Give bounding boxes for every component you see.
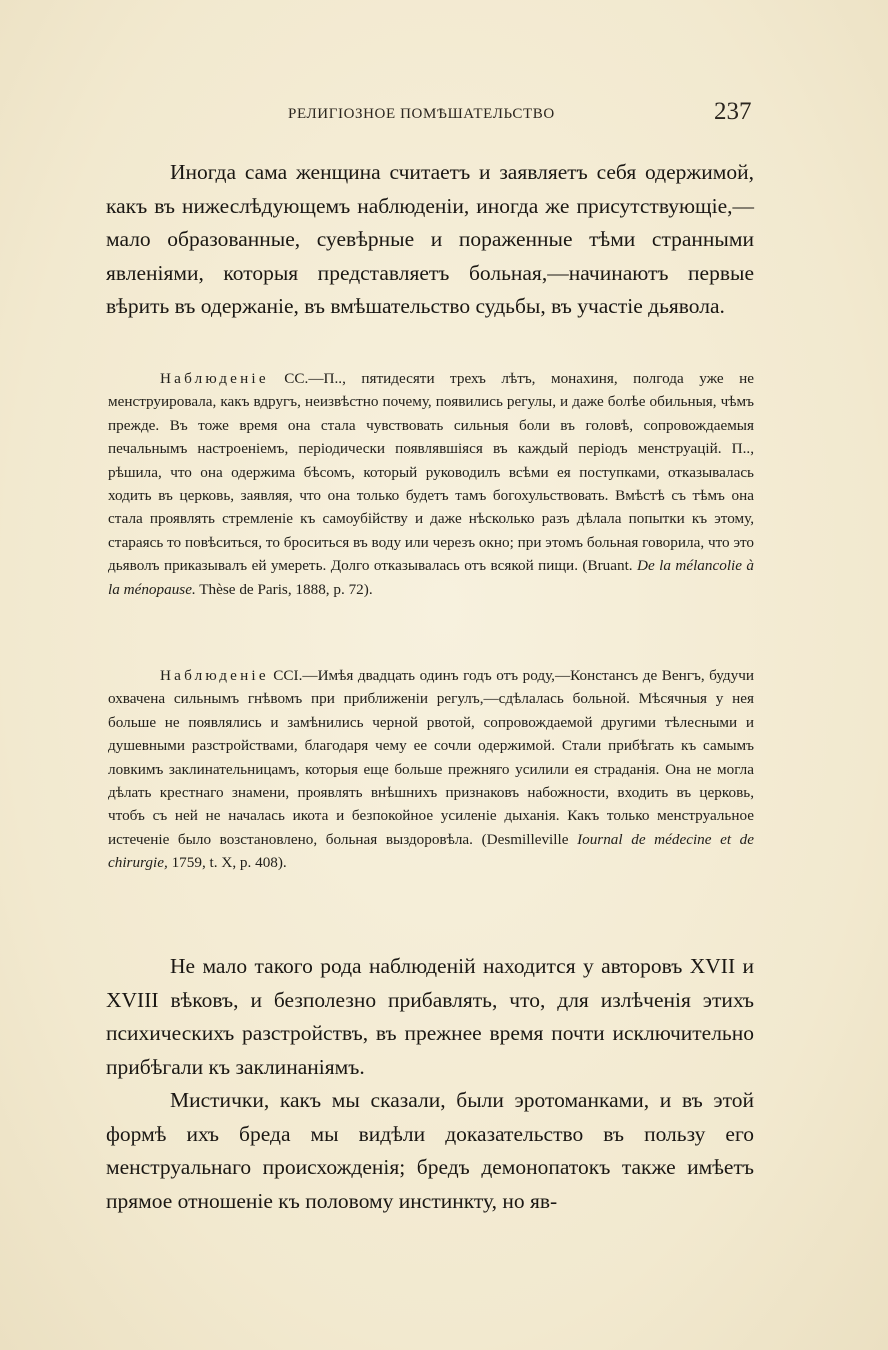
observation-text <box>108 367 754 601</box>
observation-body: CCI.—Имѣя двадцать одинъ годъ отъ роду,—Констансъ де Венгъ, будучи охвачена сильнымъ гнѣвомъ при приближеніи регулъ,—сдѣлалась больной. Мѣсячныя у нея больше не появлялись и замѣнились черной рвотой, сопровождаемой другими тѣлесными и душевными разстройствами, благодаря чему ее сочли одержимой. Стали прибѣгать къ самымъ ловкимъ заклинательницамъ, которыя еще больше прежняго усилили ея страданія. Она не могла дѣлать крестнаго знамени, проявлять внѣшнихъ признаковъ набожности, входить въ церковь, чтобъ съ ней не началась икота и безпокойное усиленіе дыханія. Какъ только менструальное истеченіе было возстановлено, больная выздоровѣла. (Desmilleville <box>108 667 754 848</box>
paragraph-text: Иногда сама женщина считаетъ и заявляетъ себя одержимой, какъ въ нижеслѣдующемъ наблюденіи, иногда же присутствующіе,—мало образованные, суевѣрные и пораженные тѣми странными явленіями, которыя представляетъ больная,—начинаютъ первые вѣрить въ одержаніе, въ вмѣшательство судьбы, въ участіе дьявола. <box>106 160 754 318</box>
observation-cc <box>108 367 754 601</box>
observation-label: Наблюденіе <box>160 370 269 387</box>
observation-cci <box>108 664 754 875</box>
paragraph-text: Не мало такого рода наблюденій находится у авторовъ XVII и XVIII вѣковъ, и безполезно прибавлять, что, для излѣченія этихъ психическихъ разстройствъ, въ прежнее время почти исключительно прибѣгали къ заклинаніямъ. <box>106 954 754 1079</box>
citation-title: Iournal de médecine et de chirurgie, <box>108 830 754 872</box>
page-number: 237 <box>714 98 752 125</box>
citation-tail: 1759, t. X, p. 408). <box>167 854 287 872</box>
citation-tail: Thèse de Paris, 1888, p. 72). <box>195 580 373 598</box>
observation-label: Наблюденіе <box>160 667 269 684</box>
paragraph-conclusion <box>106 950 754 1218</box>
citation-title: De la mélancolie à la ménopause. <box>108 557 754 598</box>
running-header: РЕЛИГІОЗНОЕ ПОМѢШАТЕЛЬСТВО <box>288 106 555 122</box>
paragraph-intro <box>106 156 754 324</box>
observation-text <box>108 664 754 875</box>
observation-body: CC.—П.., пятидесяти трехъ лѣтъ, монахиня, полгода уже не менструировала, какъ вдругъ, неизвѣстно почему, появились регулы, и даже болѣе обильныя, чѣмъ прежде. Въ тоже время она стала чувствовать сильныя боли въ головѣ, сопровождаемыя печальнымъ настроеніемъ, періодически появлявшіяся въ каждый періодъ менструацій. П.., рѣшила, что она одержима бѣсомъ, который руководилъ всѣми ея поступками, отказывалась ходить въ церковь, заявляя, что она только будетъ тамъ богохульствовать. Вмѣстѣ съ тѣмъ она стала проявлять стремленіе къ самоубійству и даже нѣсколько разъ дѣлала попытки къ этому, стараясь то повѣситься, то броситься въ воду или черезъ окно; при этомъ больная говорила, что это дьяволъ приказывалъ ей умереть. Долго отказывалась отъ всякой пищи. (Bruant. <box>108 370 754 575</box>
paragraph-text: Мистички, какъ мы сказали, были эротоманками, и въ этой формѣ ихъ бреда мы видѣли доказательство въ пользу его менструальнаго происхожденія; бредъ демонопатокъ также имѣетъ прямое отношеніе къ половому инстинкту, но яв- <box>106 1088 754 1213</box>
